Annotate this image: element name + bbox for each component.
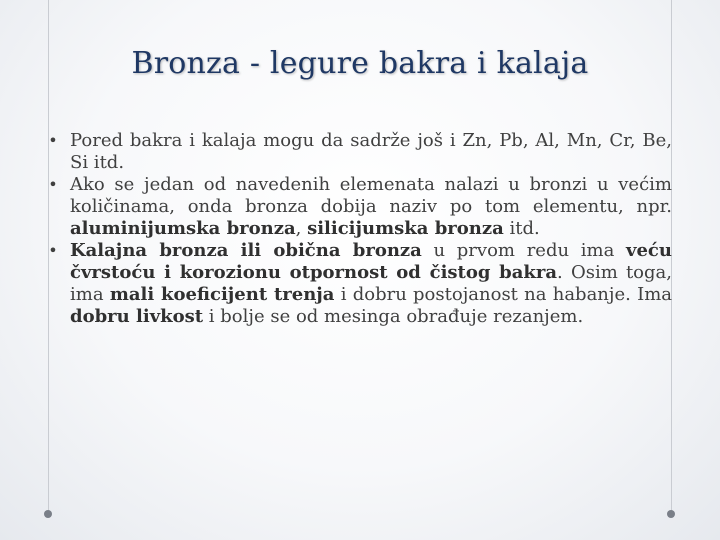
bold-term: mali koeficijent trenja [109,284,335,305]
bullet-text: Kalajna bronza ili obična bronza u prvom redu ima veću čvrstoću i korozionu otpornost od čistog bakra. Osim toga, ima mali koeficijent trenja i dobru postojanost na habanje. Ima dobru livkost i bolje se od mesinga obrađuje rezanjem. [70,240,672,327]
bullet-text: Pored bakra i kalaja mogu da sadrže još i Zn, Pb, Al, Mn, Cr, Be, Si itd. [70,130,672,173]
bullet-icon: • [48,241,58,260]
bold-term: dobru livkost [70,306,204,327]
slide-content [44,130,672,328]
bullet-item-2 [44,174,672,240]
bullet-icon: • [48,131,58,150]
bullet-item-1 [44,130,672,174]
bold-term: aluminijumska bronza [70,218,296,239]
left-corner-dot [44,510,52,518]
slide-title: Bronza - legure bakra i kalaja [131,46,589,81]
right-corner-dot [667,510,675,518]
bold-term: silicijumska bronza [307,218,504,239]
bullet-icon: • [48,175,58,194]
bullet-list [44,130,672,328]
bullet-text: Ako se jedan od navedenih elemenata nalazi u bronzi u većim količinama, onda bronza dobija naziv po tom elementu, npr. aluminijumska bronza, silicijumska bronza itd. [70,174,672,239]
bold-term: Kalajna bronza ili obična bronza [70,240,422,261]
bullet-item-3 [44,240,672,328]
bold-term: veću čvrstoću i korozionu otpornost od čistog bakra [70,240,672,283]
